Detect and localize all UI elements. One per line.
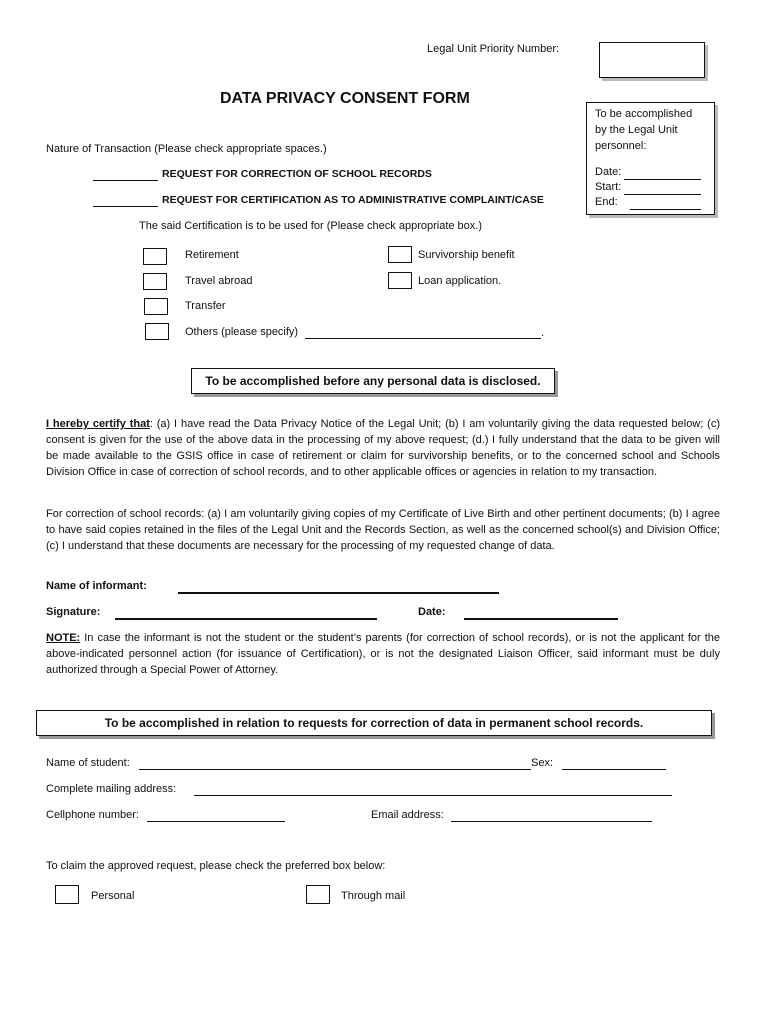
signature-line[interactable] [115, 618, 377, 620]
signature-label: Signature: [46, 606, 101, 618]
transaction-option1: REQUEST FOR CORRECTION OF SCHOOL RECORDS [162, 168, 432, 180]
claim-label: To claim the approved request, please check the preferred box below: [46, 860, 386, 872]
certify-paragraph [46, 416, 720, 480]
transfer-label: Transfer [185, 300, 226, 312]
loan-checkbox[interactable] [388, 272, 412, 289]
informant-date-label: Date: [418, 606, 446, 618]
loan-label: Loan application. [418, 275, 502, 287]
others-checkbox[interactable] [145, 323, 169, 340]
informant-date-line[interactable] [464, 618, 618, 620]
sex-line[interactable] [562, 769, 666, 770]
banner-before-disclosure: To be accomplished before any personal data is disclosed. [191, 368, 555, 394]
mailing-address-line[interactable] [194, 795, 672, 796]
personal-label: Personal [91, 890, 135, 902]
student-name-line[interactable] [139, 769, 531, 770]
survivorship-label: Survivorship benefit [418, 249, 515, 261]
certify-lead: I hereby certify that [46, 418, 150, 430]
transaction-option2: REQUEST FOR CERTIFICATION AS TO ADMINISTRATIVE COMPLAINT/CASE [162, 194, 544, 206]
cellphone-label: Cellphone number: [46, 809, 139, 821]
informant-name-label: Name of informant: [46, 580, 147, 592]
transaction-option1-blank[interactable] [93, 180, 158, 181]
travel-abroad-checkbox[interactable] [143, 273, 167, 290]
others-specify-line[interactable] [305, 338, 541, 339]
retirement-label: Retirement [185, 249, 239, 261]
personal-checkbox[interactable] [55, 885, 79, 904]
legal-unit-box [586, 102, 715, 215]
informant-name-line[interactable] [178, 592, 499, 594]
student-name-label: Name of student: [46, 757, 130, 769]
legal-unit-date-label: Date: [595, 166, 622, 178]
certification-usage-label: The said Certification is to be used for (Please check appropriate box.) [139, 220, 483, 232]
retirement-checkbox[interactable] [143, 248, 167, 265]
others-period: . [541, 327, 545, 339]
survivorship-checkbox[interactable] [388, 246, 412, 263]
transaction-label: Nature of Transaction (Please check appropriate spaces.) [46, 143, 327, 155]
legal-unit-end-label: End: [595, 196, 618, 208]
mail-label: Through mail [341, 890, 406, 902]
mail-checkbox[interactable] [306, 885, 330, 904]
sex-label: Sex: [531, 757, 554, 769]
transfer-checkbox[interactable] [144, 298, 168, 315]
mailing-address-label: Complete mailing address: [46, 783, 177, 795]
note-paragraph [46, 630, 720, 678]
priority-number-label: Legal Unit Priority Number: [427, 43, 560, 55]
correction-paragraph: For correction of school records: (a) I am voluntarily giving copies of my Certificate of Live Birth and other pertinent documents; (b) I agree to have said copies retained in the files of the Legal Unit and the Records Section, as well as the concerned school(s) and Division Office; (c) I understand that these documents are necessary for the processing of my requested change of data. [46, 508, 720, 552]
transaction-option2-blank[interactable] [93, 206, 158, 207]
legal-unit-line1: To be accomplished [595, 108, 693, 120]
email-label: Email address: [371, 809, 444, 821]
cellphone-line[interactable] [147, 821, 285, 822]
travel-abroad-label: Travel abroad [185, 275, 253, 287]
legal-unit-line3: personnel: [595, 140, 647, 152]
legal-unit-end-line[interactable] [630, 209, 701, 210]
legal-unit-date-line[interactable] [624, 179, 701, 180]
banner-school-records: To be accomplished in relation to requests for correction of data in permanent school records. [36, 710, 712, 736]
certify-text: : (a) I have read the Data Privacy Notice of the Legal Unit; (b) I am voluntarily giving the data requested below; (c) consent is given for the use of the above data in the processing of my above request; (d.) I fully understand that the data to be given will be made available to the GSIS office in case of retirement or claim for survivorship benefits, or to the concerned school and Schools Division Office in case of correction of school records, and to other applicable offices or agencies in relation to my transaction. [46, 418, 720, 478]
priority-number-box[interactable] [599, 42, 705, 78]
legal-unit-line2: by the Legal Unit [595, 124, 678, 136]
others-label: Others (please specify) [185, 326, 299, 338]
email-line[interactable] [451, 821, 652, 822]
legal-unit-start-line[interactable] [624, 194, 701, 195]
note-lead: NOTE: [46, 632, 81, 644]
legal-unit-start-label: Start: [595, 181, 622, 193]
note-text: In case the informant is not the student or the student’s parents (for correction of school records), or is not the applicant for the above-indicated personnel action (for issuance of Certification), or is not the designated Liaison Officer, said informant must be duly authorized through a Special Power of Attorney. [46, 632, 720, 676]
page-title: DATA PRIVACY CONSENT FORM [220, 90, 470, 107]
